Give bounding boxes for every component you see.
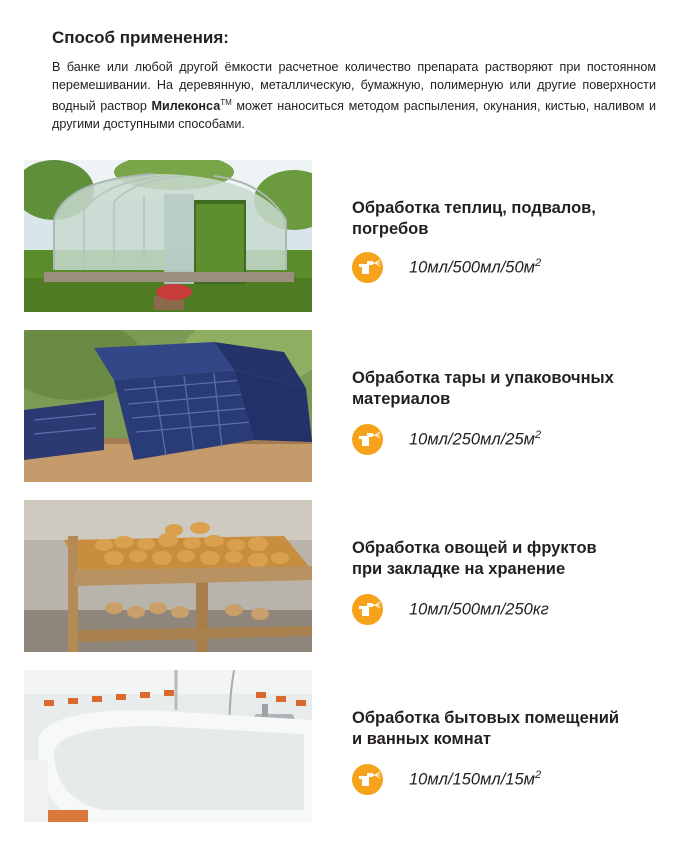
dose-line: [352, 422, 541, 456]
dose-value: [409, 769, 541, 790]
intro-text-start: В банке или любой другой ёмкости расчетное количество препарата растворяют при постоянном перемешивании. На деревянную, металлическую, бумажную, полимерную или другие поверхности водный раствор: [52, 60, 656, 114]
dose-amount: 10мл/250мл/25м: [409, 430, 535, 449]
dose-exponent: 2: [534, 256, 542, 269]
dose-value: [409, 429, 541, 450]
dose-exponent: 2: [534, 428, 542, 441]
dose-amount: 10мл/150мл/15м: [409, 770, 535, 789]
dose-line: [352, 592, 549, 626]
usage-title-line2: погребов: [352, 220, 429, 238]
dose-amount: 10мл/500мл/50м: [409, 258, 535, 277]
spray-bottle-icon: [352, 764, 383, 795]
dose-line: [352, 250, 541, 284]
greenhouse-photo: [24, 160, 312, 312]
usage-row-bathroom: [24, 670, 674, 822]
usage-title-line2: и ванных комнат: [352, 730, 491, 748]
dose-amount: 10мл/500мл/250кг: [409, 600, 549, 619]
trademark-mark: TM: [220, 98, 232, 107]
dose-exponent: 2: [534, 768, 542, 781]
usage-title: [352, 708, 672, 750]
usage-title-line1: Обработка овощей и фруктов: [352, 539, 597, 557]
usage-row-vegetables: [24, 500, 674, 652]
usage-title-line1: Обработка теплиц, подвалов,: [352, 199, 596, 217]
potatoes-photo: [24, 500, 312, 652]
usage-title-line2: при закладке на хранение: [352, 560, 566, 578]
crates-photo: [24, 330, 312, 482]
intro-text-end: может наноситься методом распыления, окунания, кистью, наливом и другими доступными способами.: [52, 99, 657, 132]
section-heading: Способ применения:: [52, 28, 229, 47]
usage-title-line1: Обработка тары и упаковочных: [352, 369, 614, 387]
brand-name: Милеконса: [151, 99, 221, 114]
usage-title: [352, 368, 672, 410]
spray-bottle-icon: [352, 252, 383, 283]
dose-value: [409, 257, 541, 278]
usage-row-greenhouse: [24, 160, 674, 312]
dose-value: [409, 599, 549, 620]
usage-title-line1: Обработка бытовых помещений: [352, 709, 620, 727]
intro-paragraph: [52, 58, 656, 133]
bathroom-photo: [24, 670, 312, 822]
usage-title-line2: материалов: [352, 390, 451, 408]
usage-title: [352, 198, 672, 240]
dose-line: [352, 762, 541, 796]
usage-row-containers: [24, 330, 674, 482]
usage-title: [352, 538, 672, 580]
spray-bottle-icon: [352, 424, 383, 455]
spray-bottle-icon: [352, 594, 383, 625]
